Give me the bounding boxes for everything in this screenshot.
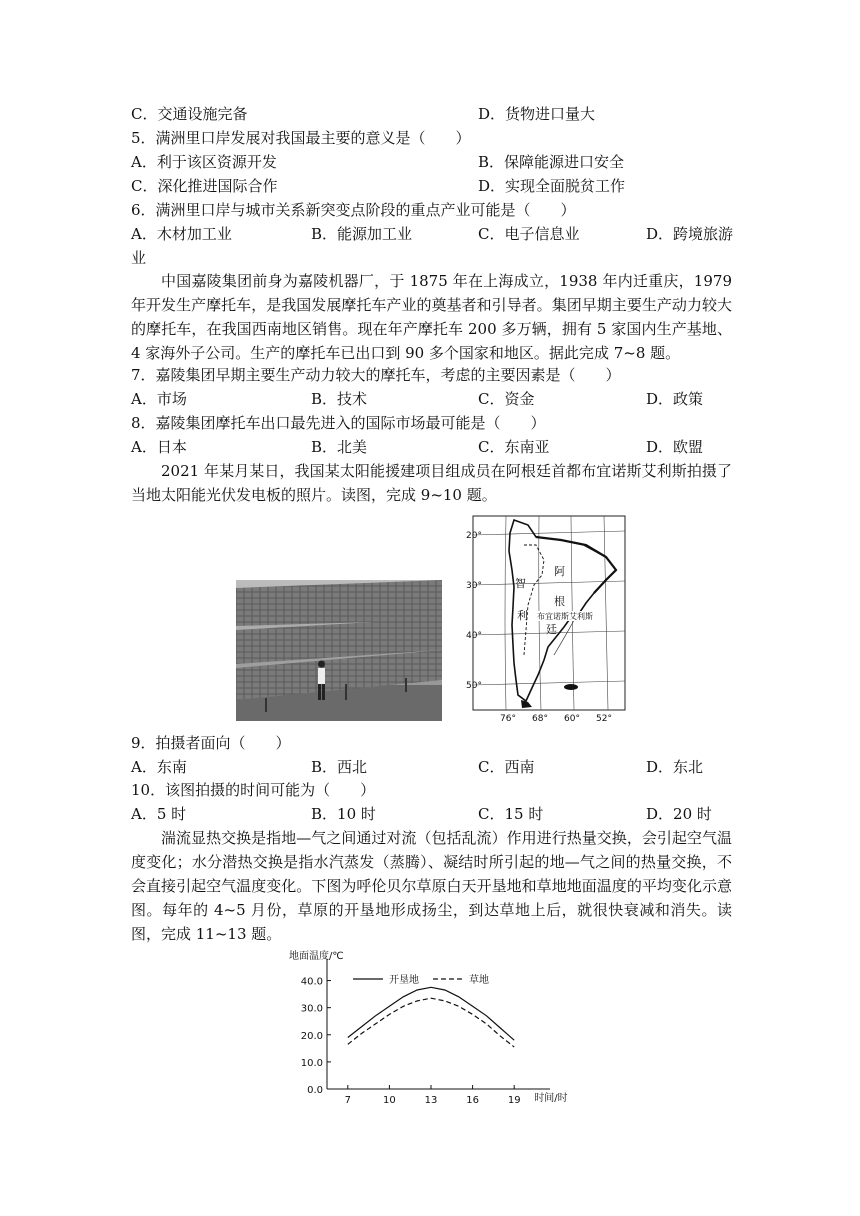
option-a: A．日本: [131, 438, 187, 456]
option-c: C．电子信息业: [478, 225, 580, 243]
option-b: B．北美: [311, 438, 368, 456]
q8-options-row: [131, 436, 731, 458]
passage-solar: 2021 年某月某日，我国某太阳能援建项目组成员在阿根廷首都布宜诺斯艾利斯拍摄了当地太阳能光伏发电板的照片。读图，完成 9~10 题。: [131, 462, 732, 504]
q5-options-row-1: [131, 151, 731, 173]
solar-panel-photo: [236, 580, 442, 721]
option-d: D．货物进口量大: [478, 105, 596, 123]
y-tick-label: 20.0: [300, 1030, 323, 1042]
solar-panel-illustration: [236, 580, 442, 721]
option-b: B．保障能源进口安全: [478, 153, 625, 171]
question-8-stem: 8．嘉陵集团摩托车出口最先进入的国际市场最可能是（ ）: [131, 414, 546, 432]
option-c: C．资金: [478, 390, 535, 408]
option-d: D．政策: [646, 390, 704, 408]
passage-jialing: 中国嘉陵集团前身为嘉陵机器厂，于 1875 年在上海成立，1938 年内迁重庆，1979 年开发生产摩托车，是我国发展摩托车产业的奠基者和引导者。集团早期主要生产动力较大的摩托车，在我国西南地区销售。现在年产摩托车 200 多万辆，拥有 5 家国内生产基地、4 家海外子公司。生产的摩托车已出口到 90 多个国家和地区。据此完成 7~8 题。: [131, 272, 732, 362]
passage-heat-exchange: 湍流显热交换是指地—气之间通过对流（包括乱流）作用进行热量交换，会引起空气温度变化；水分潜热交换是指水汽蒸发（蒸腾）、凝结时所引起的地—气之间的热量交换，不会直接引起空气温度变化。下图为呼伦贝尔草原白天开垦地和草地地面温度的平均变化示意图。每年的 4~5 月份，草原的开垦地形成扬尘，到达草地上后，就很快衰减和消失。读图，完成 11~13 题。: [131, 829, 732, 943]
map-lat-label: 50°: [466, 681, 482, 691]
map-label-argentina: 廷: [546, 623, 557, 636]
option-b: B．能源加工业: [311, 225, 413, 243]
option-c: C．交通设施完备: [131, 105, 248, 123]
x-tick-label: 7: [344, 1095, 351, 1106]
y-tick-label: 0.0: [307, 1085, 323, 1096]
map-label-buenos-aires: 布宜诺斯艾利斯: [537, 612, 593, 621]
option-d: D．实现全面脱贫工作: [478, 177, 626, 195]
map-label-argentina: 阿: [554, 565, 565, 578]
chart-ylabel: 地面温度/℃: [289, 951, 344, 962]
map-lon-label: 52°: [596, 714, 612, 724]
legend-label: 草地: [469, 975, 489, 986]
x-tick-label: 10: [383, 1095, 396, 1106]
option-a: A．5 时: [131, 805, 187, 823]
option-b: B．技术: [311, 390, 368, 408]
q6-options-row: [131, 223, 734, 245]
option-d: D．东北: [646, 758, 704, 776]
option-a: A．东南: [131, 758, 187, 776]
series-line-1: [348, 987, 514, 1040]
map-lon-label: 68°: [532, 714, 548, 724]
question-5-stem: 5．满洲里口岸发展对我国最主要的意义是（ ）: [131, 129, 471, 147]
map-lon-label: 76°: [500, 714, 516, 724]
question-9-stem: 9．拍摄者面向（ ）: [131, 734, 291, 752]
map-lat-label: 40°: [466, 631, 482, 641]
option-b: B．西北: [311, 758, 368, 776]
map-label-argentina: 根: [554, 595, 565, 608]
q6-option-d-wrap: 业: [131, 249, 147, 267]
q7-options-row: [131, 388, 731, 410]
ground-temperature-chart: [285, 945, 585, 1115]
legend-label: 开垦地: [389, 975, 419, 986]
question-10-stem: 10．该图拍摄的时间可能为（ ）: [131, 781, 376, 799]
option-a: A．市场: [131, 390, 187, 408]
series-line-2: [348, 998, 514, 1047]
map-label-chile: 智: [515, 577, 526, 590]
option-c: C．深化推进国际合作: [131, 177, 278, 195]
chart-xlabel: 时间/时: [534, 1093, 568, 1104]
map-svg: [466, 515, 626, 725]
option-c: C．西南: [478, 758, 535, 776]
map-lat-label: 30°: [466, 581, 482, 591]
question-7-stem: 7．嘉陵集团早期主要生产动力较大的摩托车，考虑的主要因素是（ ）: [131, 366, 621, 384]
q10-options-row: [131, 803, 731, 825]
x-tick-label: 19: [507, 1095, 521, 1106]
y-tick-label: 10.0: [300, 1057, 323, 1069]
option-a: A．利于该区资源开发: [131, 153, 277, 171]
option-d: D．20 时: [646, 805, 712, 823]
option-c: C．15 时: [478, 805, 544, 823]
map-label-chile: 利: [517, 609, 528, 622]
chart-series: [348, 987, 514, 1047]
x-tick-label: 16: [466, 1095, 479, 1106]
option-d: D．欧盟: [646, 438, 704, 456]
q4-options-row: [131, 103, 731, 125]
y-tick-label: 40.0: [300, 976, 323, 988]
q5-options-row-2: [131, 175, 731, 197]
question-6-stem: 6．满洲里口岸与城市关系新突变点阶段的重点产业可能是（ ）: [131, 201, 576, 219]
x-tick-label: 13: [424, 1095, 438, 1106]
option-d: D．跨境旅游: [646, 225, 734, 243]
map-lat-label: 20°: [466, 531, 482, 541]
y-tick-label: 30.0: [300, 1003, 323, 1015]
south-america-map: [466, 515, 626, 725]
map-lon-label: 60°: [564, 714, 580, 724]
option-b: B．10 时: [311, 805, 376, 823]
chart-svg: [285, 945, 585, 1115]
q9-options-row: [131, 756, 731, 778]
chart-ticks: [301, 977, 521, 1106]
option-c: C．东南亚: [478, 438, 550, 456]
option-a: A．木材加工业: [131, 225, 232, 243]
chart-legend: [353, 973, 489, 986]
